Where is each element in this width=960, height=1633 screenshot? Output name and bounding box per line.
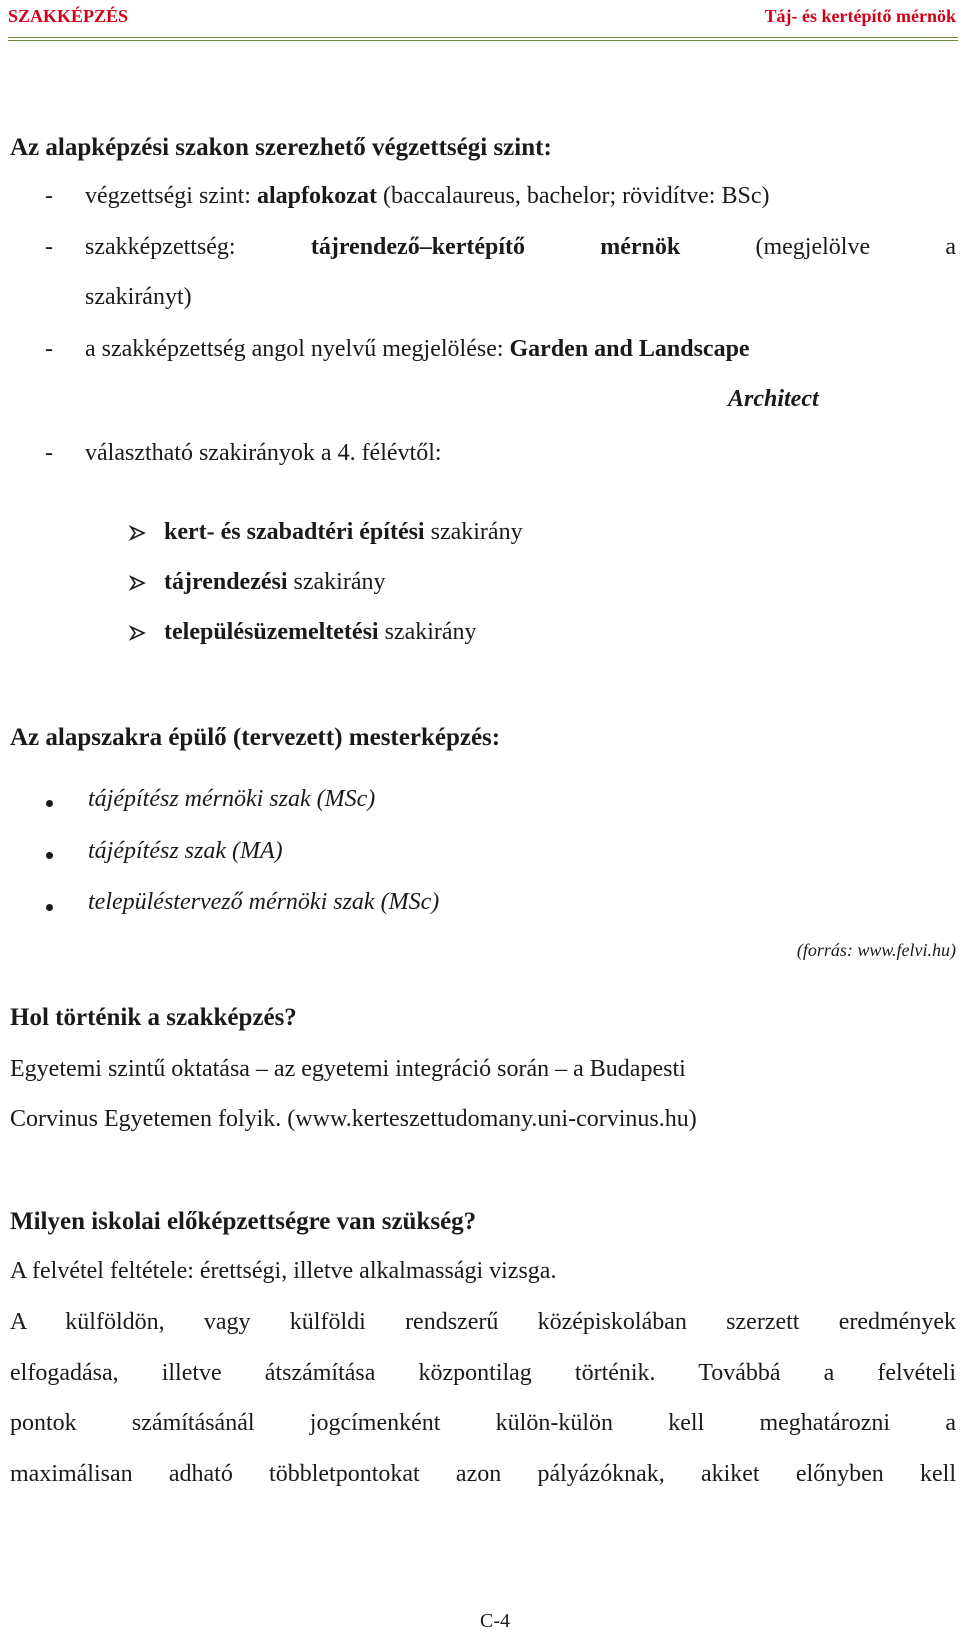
bullet-dot-icon: [46, 800, 53, 807]
list-item: [85, 336, 750, 363]
item-text: szakirány: [424, 519, 523, 545]
bullet-dot-icon: [46, 904, 53, 911]
list-item-continuation: szakirányt): [85, 284, 192, 310]
section-title: Az alapszakra épülő (tervezett) mesterképzés:: [10, 724, 501, 751]
list-dash: -: [45, 336, 53, 362]
list-item: tájépítész mérnöki szak (MSc): [88, 786, 376, 812]
item-bold: településüzemeltetési: [164, 619, 379, 645]
paragraph-line: Corvinus Egyetemen folyik. (www.kerteszettudomany.uni-corvinus.hu): [10, 1106, 697, 1132]
list-item: [85, 183, 769, 210]
header-left: SZAKKÉPZÉS: [8, 6, 129, 26]
list-item: településtervező mérnöki szak (MSc): [88, 889, 440, 915]
list-item: tájépítész szak (MA): [88, 838, 283, 864]
paragraph-line: pontok számításánál jogcímenként külön-külön kell meghatározni a: [10, 1410, 956, 1436]
item-bold: kert- és szabadtéri építési: [164, 519, 425, 545]
item-text: szakképzettség:: [85, 234, 236, 260]
sub-list-item: [164, 519, 523, 546]
item-text: a: [945, 234, 956, 260]
arrow-bullet-icon: [128, 524, 146, 542]
sub-list-item: [164, 619, 477, 646]
arrow-bullet-icon: [128, 624, 146, 642]
section-title: Hol történik a szakképzés?: [10, 1004, 297, 1031]
arrow-bullet-icon: [128, 574, 146, 592]
paragraph-line: A külföldön, vagy külföldi rendszerű középiskolában szerzett eredmények: [10, 1309, 956, 1335]
page-number: C-4: [480, 1610, 510, 1632]
item-bold: Garden and Landscape: [509, 336, 750, 362]
item-text: szakirány: [287, 569, 386, 595]
header-right: Táj- és kertépítő mérnök: [764, 6, 956, 26]
item-bold: tájrendező–kertépítő: [310, 234, 526, 260]
paragraph-line: maximálisan adható többletpontokat azon pályázóknak, akiket előnyben kell: [10, 1461, 956, 1487]
item-text: (baccalaureus, bachelor; rövidítve: BSc): [376, 183, 770, 209]
item-bold: tájrendezési: [164, 569, 288, 595]
sub-list-item: [164, 569, 385, 596]
list-dash: -: [45, 234, 53, 260]
item-text: végzettségi szint:: [85, 183, 257, 209]
bullet-dot-icon: [46, 852, 53, 859]
item-italic: Architect: [728, 386, 819, 412]
paragraph-line: elfogadása, illetve átszámítása központilag történik. Továbbá a felvételi: [10, 1360, 956, 1386]
paragraph-line: A felvétel feltétele: érettségi, illetve alkalmassági vizsga.: [10, 1258, 557, 1284]
list-dash: -: [45, 440, 53, 466]
header-rule: [8, 37, 958, 41]
list-item: választható szakirányok a 4. félévtől:: [85, 440, 442, 466]
section-title: Az alapképzési szakon szerezhető végzettségi szint:: [10, 134, 552, 161]
section-title: Milyen iskolai előképzettségre van szükség?: [10, 1208, 477, 1235]
list-item: [85, 234, 956, 261]
page-header: [0, 2, 960, 32]
item-bold: alapfokozat: [256, 183, 377, 209]
item-bold: mérnök: [600, 234, 681, 260]
item-text: szakirány: [378, 619, 477, 645]
item-text: (megjelölve: [755, 234, 871, 260]
paragraph-line: Egyetemi szintű oktatása – az egyetemi integráció során – a Budapesti: [10, 1056, 686, 1082]
list-dash: -: [45, 183, 53, 209]
item-text: a szakképzettség angol nyelvű megjelölése:: [85, 336, 510, 362]
source-note: (forrás: www.felvi.hu): [796, 940, 956, 960]
